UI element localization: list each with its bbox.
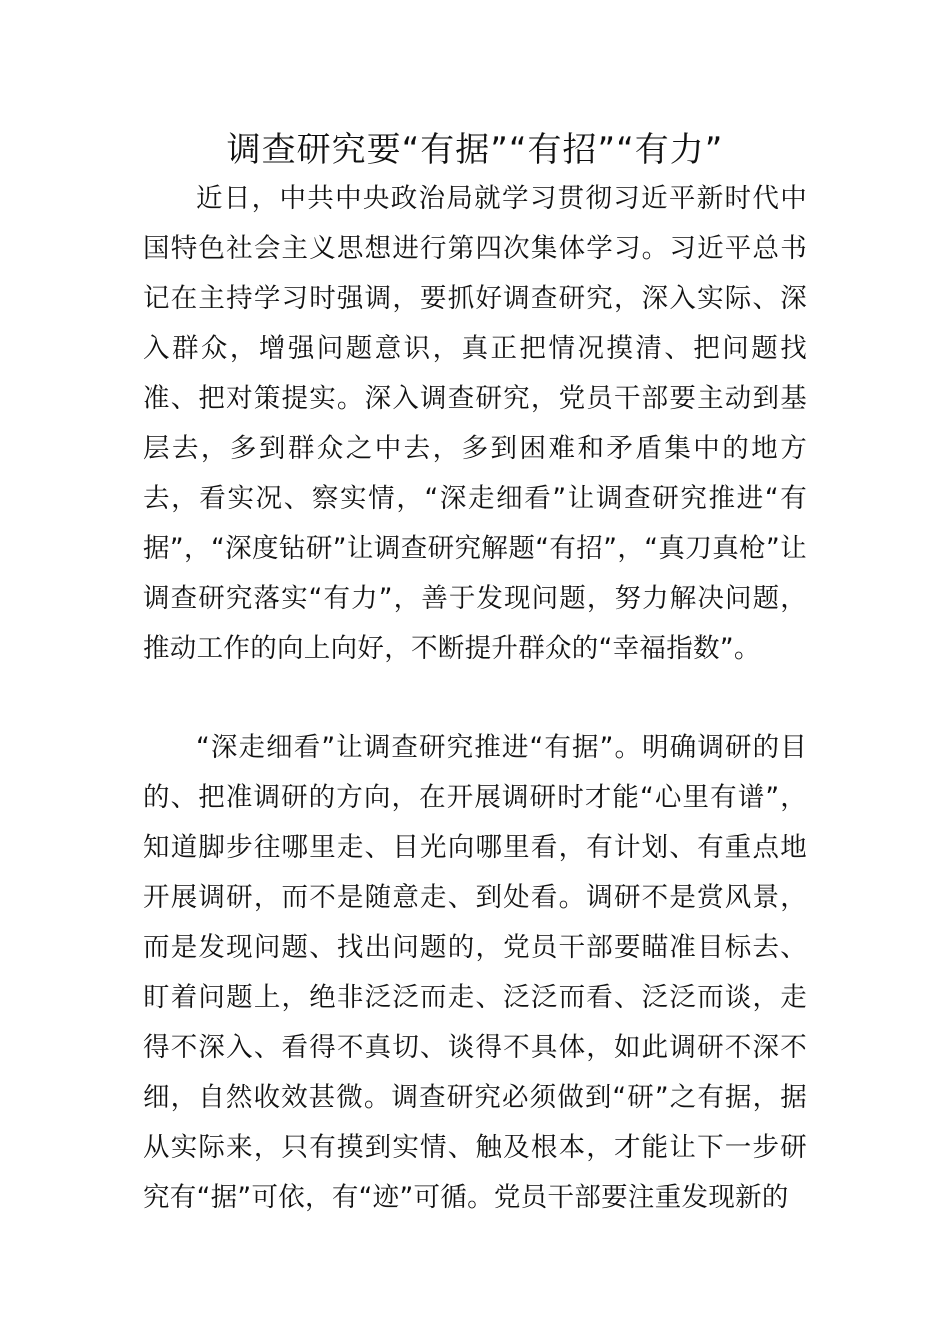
paragraph-section-1: “深走细看”让调查研究推进“有据”。明确调研的目的、把准调研的方向，在开展调研时才能“心里有谱”，知道脚步往哪里走、目光向哪里看，有计划、有重点地开展调研，而不是随意走、到处看。调研不是赏风景，而是发现问题、找出问题的，党员干部要瞄准目标去、盯着问题上，绝非泛泛而走、泛泛而看、泛泛而谈，走得不深入、看得不真切、谈得不具体，如此调研不深不细，自然收效甚微。调查研究必须做到“研”之有据，据从实际来，只有摸到实情、触及根本，才能让下一步研究有“据”可依，有“迹”可循。党员干部要注重发现新的 xyxy=(143,732,807,1213)
paragraph-intro: 近日，中共中央政治局就学习贯彻习近平新时代中国特色社会主义思想进行第四次集体学习。习近平总书记在主持学习时强调，要抓好调查研究，深入实际、深入群众，增强问题意识，真正把情况摸清、把问题找准、把对策提实。深入调查研究，党员干部要主动到基层去，多到群众之中去，多到困难和矛盾集中的地方去，看实况、察实情，“深走细看”让调查研究推进“有据”，“深度钻研”让调查研究解题“有招”，“真刀真枪”让调查研究落实“有力”，善于发现问题，努力解决问题，推动工作的向上向好，不断提升群众的“幸福指数”。 xyxy=(143,183,807,664)
document-title: 调查研究要“有据”“有招”“有力” xyxy=(226,130,724,170)
